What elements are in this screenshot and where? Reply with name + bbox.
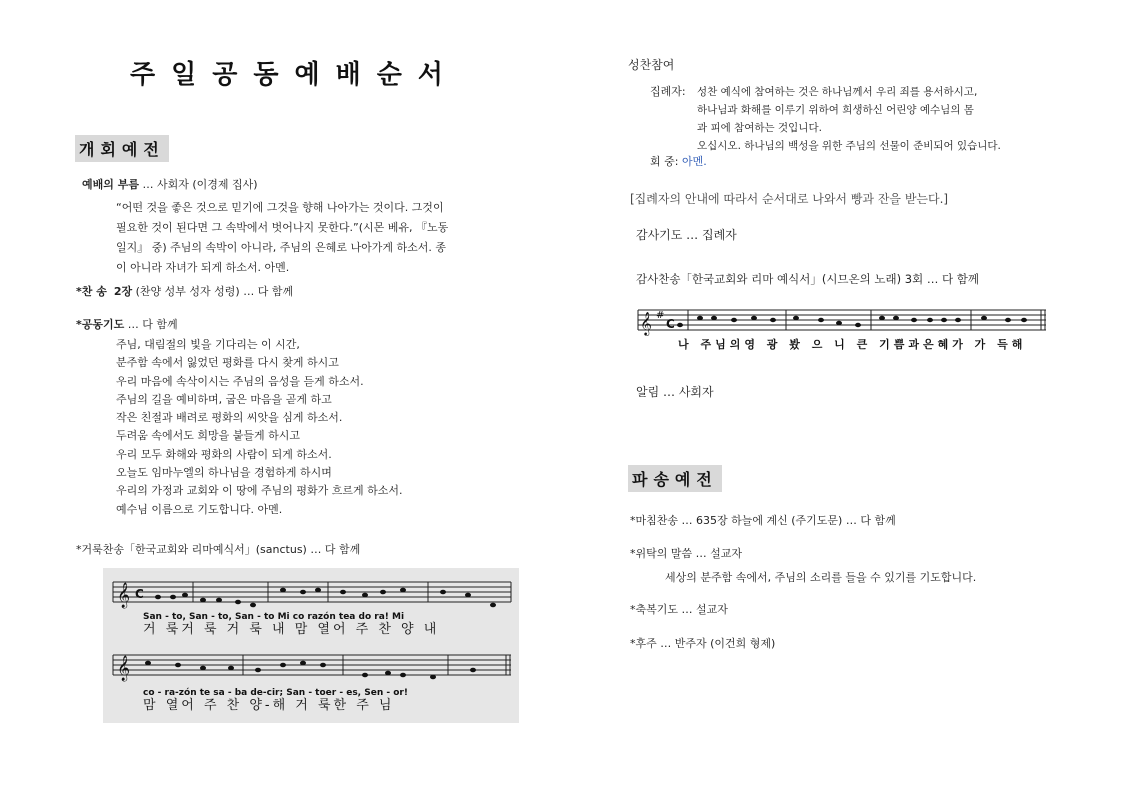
svg-text:C: C <box>666 317 675 331</box>
thanks-prayer: 감사기도 … 집례자 <box>636 228 737 242</box>
commission-label: *위탁의 말씀 … 설교자 <box>630 547 742 560</box>
prayer-text-line: 우리 모두 화해와 평화의 사람이 되게 하소서. <box>116 447 332 461</box>
sanctus-score <box>103 568 519 723</box>
call-line: 이 아니라 자녀가 되게 하소서. 아멘. <box>116 261 290 274</box>
officiant-line: 성찬 예식에 참여하는 것은 하나님께서 우리 죄를 용서하시고, <box>697 86 978 98</box>
prayer-text-line: 우리 마음에 속삭이시는 주님의 음성을 듣게 하소서. <box>116 374 364 388</box>
hymn-detail: (찬양 성부 성자 성령) … 다 함께 <box>135 285 294 298</box>
sanctus-line: *거룩찬송「한국교회와 리마예식서」(sanctus) … 다 함께 <box>76 543 361 556</box>
call-line: 필요한 것이 된다면 그 속박에서 벗어나지 못한다.”(시몬 베유, 『노동 <box>116 221 449 234</box>
benediction: *축복기도 … 설교자 <box>630 603 728 616</box>
call-leader: … 사회자 (이경제 집사) <box>142 178 258 191</box>
call-text <box>116 198 448 278</box>
commission-text: 세상의 분주함 속에서, 주님의 소리를 들을 수 있기를 기도합니다. <box>665 571 977 584</box>
prayer-leader: … 다 함께 <box>127 318 178 331</box>
prayer-text <box>116 336 403 519</box>
prayer-text-line: 두려움 속에서도 희망을 붙들게 하시고 <box>116 429 301 443</box>
call-line: “어떤 것을 좋은 것으로 믿기에 그것을 향해 나아가는 것이다. 그것이 <box>116 201 444 214</box>
hymn-line <box>76 285 293 299</box>
officiant-line: 하나님과 화해를 이루기 위하여 희생하신 어린양 예수님의 몸 <box>697 104 974 116</box>
prayer-line <box>76 318 178 332</box>
svg-text:C: C <box>135 587 144 601</box>
page-title: 주일공동예배순서 <box>130 60 459 90</box>
svg-text:𝄞: 𝄞 <box>117 656 131 681</box>
score-korean-lyrics-1: 거 룩거 룩 거 룩 내 맘 열어 주 찬 양 내 <box>143 622 440 637</box>
hymn-number: 2장 <box>113 285 133 298</box>
officiant-label: 집례자: <box>650 85 686 98</box>
instruction-note: [집례자의 안내에 따라서 순서대로 나와서 빵과 잔을 받는다.] <box>630 192 949 206</box>
people-label: 회 중: <box>650 155 679 168</box>
simeon-score <box>636 298 1048 354</box>
prayer-text-line: 주님의 길을 예비하며, 굽은 마음을 곧게 하고 <box>116 392 332 406</box>
music-staff-icon <box>636 298 1048 338</box>
section-heading-sending: 파송예전 <box>628 465 722 492</box>
postlude: *후주 … 반주자 (이건희 형제) <box>630 637 776 650</box>
required-mark: * <box>76 285 82 298</box>
thanks-hymn: 감사찬송「한국교회와 리마 예식서」(시므온의 노래) 3회 … 다 함께 <box>636 272 979 286</box>
announcements: 알림 … 사회자 <box>636 385 714 399</box>
hymn-label: 찬 송 <box>81 285 107 298</box>
score-latin-lyrics-2: co - ra-zón te sa - ba de-cir; San - toer - es, Sen - or! <box>143 688 408 698</box>
prayer-text-line: 작은 친절과 배려로 평화의 씨앗을 심게 하소서. <box>116 411 343 425</box>
officiant-line: 과 피에 참여하는 것입니다. <box>697 122 822 134</box>
closing-hymn: *마침찬송 … 635장 하늘에 계신 (주기도문) … 다 함께 <box>630 514 896 527</box>
section-heading-opening: 개회예전 <box>75 135 169 162</box>
call-line: 일지』 중) 주님의 속박이 아니라, 주님의 은혜로 나아가게 하소서. 종 <box>116 241 447 254</box>
prayer-text-line: 우리의 가정과 교회와 이 땅에 주님의 평화가 흐르게 하소서. <box>116 484 403 498</box>
prayer-text-line: 예수님 이름으로 기도합니다. 아멘. <box>116 502 283 516</box>
simeon-lyrics: 나 주님의영 광 봤 으 니 큰 기쁨과은혜가 가 득해 <box>678 338 1027 351</box>
score-korean-lyrics-2: 맘 열어 주 찬 양-해 거 룩한 주 님 <box>143 698 395 713</box>
communion-heading: 성찬참여 <box>628 58 675 72</box>
prayer-text-line: 주님, 대림절의 빛을 기다리는 이 시간, <box>116 338 300 351</box>
prayer-text-line: 분주함 속에서 잃었던 평화를 다시 찾게 하시고 <box>116 356 339 370</box>
svg-text:𝄞: 𝄞 <box>117 583 131 608</box>
prayer-text-line: 오늘도 임마누엘의 하나님을 경험하게 하시며 <box>116 466 332 480</box>
svg-text:#: # <box>656 310 665 321</box>
call-label: 예배의 부름 <box>82 178 139 191</box>
svg-text:𝄞: 𝄞 <box>640 311 652 335</box>
score-latin-lyrics-1: San - to, San - to, San - to Mi co razón tea do ra! Mi <box>143 612 405 622</box>
officiant-text <box>697 83 1001 155</box>
people-response <box>650 155 707 169</box>
people-text: 아멘. <box>681 155 707 168</box>
call-to-worship <box>82 178 258 192</box>
prayer-label: *공동기도 <box>76 318 125 331</box>
officiant-line: 오십시오. 하나님의 백성을 위한 주님의 선물이 준비되어 있습니다. <box>697 140 1001 152</box>
